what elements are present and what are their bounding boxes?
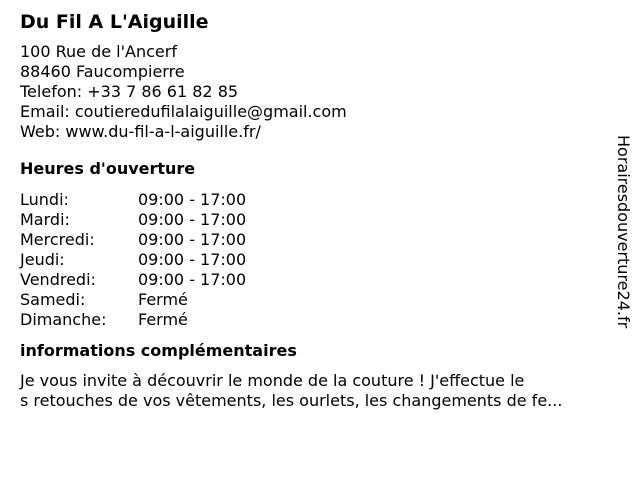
hours-row-tuesday — [20, 210, 610, 230]
day-label: Samedi: — [20, 290, 86, 309]
day-hours: 09:00 - 17:00 — [138, 210, 247, 229]
day-label: Jeudi: — [20, 250, 65, 269]
day-label: Vendredi: — [20, 270, 96, 289]
address-block — [20, 42, 610, 142]
description-text — [20, 371, 610, 411]
email-address: coutieredufilalaiguille@gmail.com — [74, 102, 347, 121]
day-label: Dimanche: — [20, 310, 107, 329]
day-hours: 09:00 - 17:00 — [138, 190, 247, 209]
description-line: Je vous invite à découvrir le monde de la couture ! J'effectue le — [20, 371, 525, 390]
hours-row-monday — [20, 190, 610, 210]
web-address: www.du-fil-a-l-aiguille.fr/ — [65, 122, 261, 141]
hours-row-wednesday — [20, 230, 610, 250]
web-line — [20, 122, 610, 142]
hours-row-saturday — [20, 290, 610, 310]
hours-heading: Heures d'ouverture — [20, 159, 196, 178]
phone-number: +33 7 86 61 82 85 — [87, 82, 239, 101]
day-label: Lundi: — [20, 190, 69, 209]
city-address: 88460 Faucompierre — [20, 62, 185, 81]
phone-line — [20, 82, 610, 102]
extra-info-heading: informations complémentaires — [20, 341, 297, 360]
day-hours: Fermé — [138, 290, 188, 309]
day-hours: 09:00 - 17:00 — [138, 230, 247, 249]
business-card — [20, 10, 610, 411]
business-name: Du Fil A L'Aiguille — [20, 11, 209, 33]
day-hours: 09:00 - 17:00 — [138, 250, 247, 269]
phone-label: Telefon: — [20, 82, 83, 101]
email-label: Email: — [20, 102, 70, 121]
description-line: s retouches de vos vêtements, les ourlets, les changements de fe... — [20, 391, 563, 410]
day-hours: 09:00 - 17:00 — [138, 270, 247, 289]
hours-row-friday — [20, 270, 610, 290]
hours-row-thursday — [20, 250, 610, 270]
day-label: Mercredi: — [20, 230, 95, 249]
street-address: 100 Rue de l'Ancerf — [20, 42, 177, 61]
brand-watermark: Horairesdouverture24.fr — [614, 135, 633, 329]
email-line — [20, 102, 610, 122]
day-label: Mardi: — [20, 210, 70, 229]
hours-table — [20, 190, 610, 330]
day-hours: Fermé — [138, 310, 188, 329]
hours-row-sunday — [20, 310, 610, 330]
web-label: Web: — [20, 122, 61, 141]
